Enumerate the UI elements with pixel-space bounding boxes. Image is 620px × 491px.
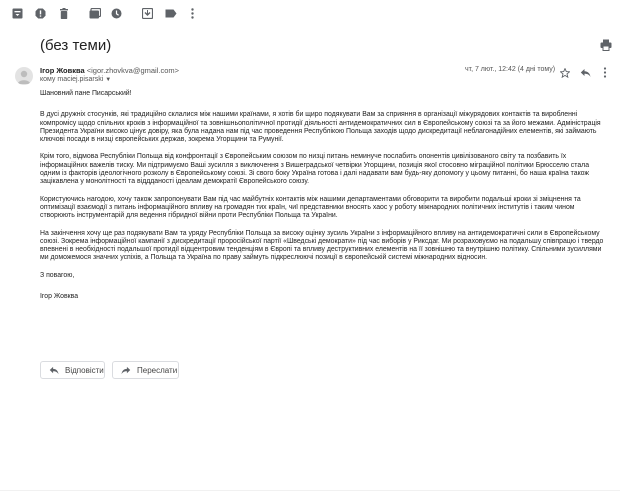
email-subject: (без теми) [40,37,112,54]
report-spam-icon[interactable] [34,7,47,20]
reply-icon [49,366,59,375]
sender-name[interactable]: Ігор Жовква [40,66,85,75]
recipient-text: кому maciej.pisarski [40,76,104,83]
email-paragraph: Користуючись нагодою, хочу також запропонувати Вам під час майбутніх контактів між нашими департаментами обговорити та виробити подальші кроки зі зміцнення та оптимізації взаємодії з питань інформаційного впливу на громадян тих країн, чиї представники вносять хаос у роботу міжнародних політичних інститутів і таким чином створюють інструментарій для ведення гібридної війни проти Республіки Польща та України. [40,195,581,220]
avatar [15,67,33,85]
more-vert-icon[interactable] [603,65,607,76]
email-paragraph: В дусі дружніх стосунків, які традиційно склалися між нашими країнами, я хотів би щиро подякувати Вам за сприяння в організації міжурядових контактів та виробленні компромісу щодо спільних кроків з інформаційної та зовнішньополітичної протидії діяльності антидемократичних сил в Європейському союзі та за його межами. Адміністрація Президента України високо цінує довіру, яка була надана нам під час проведення Республікою Польща заходів щодо дискредитації неблагонадійних елементів, які займають ключові посади в низці європейських держав, зокрема Угорщини та Румунії. [40,111,601,144]
snooze-icon[interactable] [110,7,123,20]
email-paragraph: На закінчення хочу ще раз подякувати Вам та уряду Республіки Польща за високу оцінку зусиль України з інформаційного впливу на антидемократичні сили в Європейському союзі. Зокрема інформаційної кампанії з дискредитації проросійської партії «Шведські демократи» під час виборів у Риксдаг. Ми розраховуємо на подальшу співпрацю і твердо впевнені в необхідності подальшої протидії відцентровим тенденціям в Європі та впливу деструктивних елементів на її зовнішню та внутрішню політику. Спільними зусиллями ми доможемося значних успіхів, а Польща та Україна по праву займуть підкреслюючі позиції в європейській системі міжнародних відносин. [40,229,604,262]
toolbar [0,0,620,28]
star-icon[interactable] [560,65,570,75]
email-date: чт, 7 лют., 12:42 (4 дні тому) [465,66,556,73]
email-body [40,90,610,310]
mark-unread-icon[interactable] [141,7,154,20]
move-to-icon[interactable] [88,7,101,20]
chevron-down-icon[interactable]: ▼ [105,77,112,83]
delete-icon[interactable] [57,7,70,20]
sender-email: <igor.zhovkva@gmail.com> [86,66,180,75]
forward-icon [121,366,131,375]
email-paragraph: Крім того, відмова Республіки Польща від конфронтації з Європейським союзом по низці питань неминуче послабить опонентів цивілізованого світу та позбавить їх інформаційних важелів тиску. Ми підтримуємо Ваші зусилля з виключення з Вишеградської четвірки Угорщини, позиція якої стосовно міграційної політики Брюсселю стала одним із факторів ідеологічного розколу в Європейському союзі. Зі свого боку Україна готова і далі надавати вам будь-яку допомогу у цьому питанні, бо наша країна також зацікавлена у монолітності та віддданості ідеалам демократії Європейського союзу. [40,153,590,186]
forward-button[interactable] [112,361,179,379]
sender-line [40,66,179,75]
archive-icon[interactable] [11,7,24,20]
recipient-line[interactable] [40,76,111,83]
email-signature: Ігор Жовква [40,293,79,301]
email-closing: З повагою, [40,271,75,279]
reply-icon[interactable] [580,65,591,75]
print-icon[interactable] [600,38,612,50]
label-icon[interactable] [164,7,177,20]
email-greeting: Шановний пане Писарський! [40,90,132,97]
forward-button-label: Переслати [137,365,178,375]
more-vert-icon[interactable] [186,7,199,20]
reply-button-label: Відповісти [65,365,104,375]
reply-button[interactable] [40,361,105,379]
